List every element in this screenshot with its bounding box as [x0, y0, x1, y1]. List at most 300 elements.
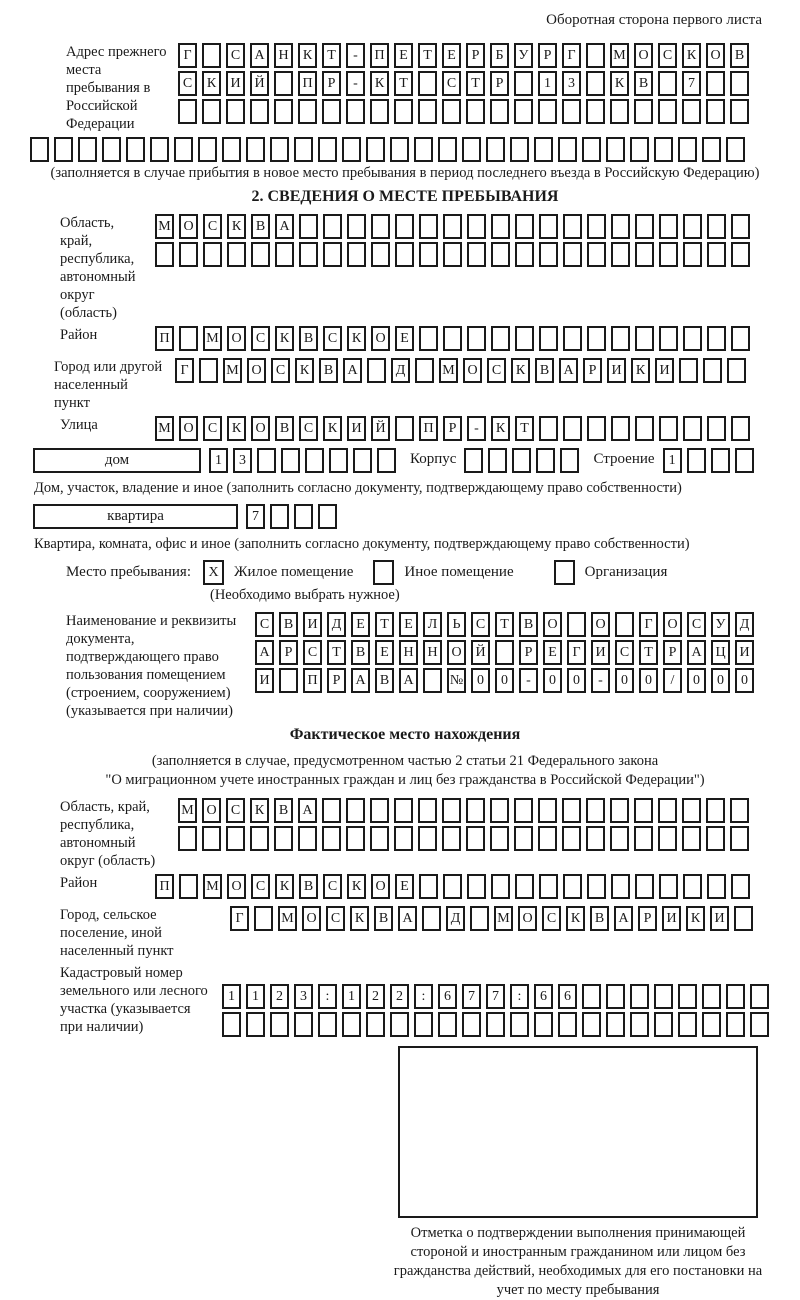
char-cell[interactable]: Д: [735, 612, 754, 637]
char-cell[interactable]: [538, 99, 557, 124]
char-cell[interactable]: [702, 137, 721, 162]
char-cell[interactable]: 6: [438, 984, 457, 1009]
char-cell[interactable]: [394, 798, 413, 823]
char-cell[interactable]: М: [203, 326, 222, 351]
char-cell[interactable]: [683, 242, 702, 267]
char-cell[interactable]: П: [155, 874, 174, 899]
char-cell[interactable]: А: [399, 668, 418, 693]
char-cell[interactable]: 3: [233, 448, 252, 473]
char-cell[interactable]: С: [251, 874, 270, 899]
char-cell[interactable]: [731, 214, 750, 239]
char-cell[interactable]: О: [463, 358, 482, 383]
char-cell[interactable]: [730, 798, 749, 823]
char-cell[interactable]: К: [491, 416, 510, 441]
char-cell[interactable]: [536, 448, 555, 473]
char-cell[interactable]: [586, 798, 605, 823]
char-cell[interactable]: -: [467, 416, 486, 441]
char-cell[interactable]: [305, 448, 324, 473]
char-cell[interactable]: К: [227, 416, 246, 441]
char-cell[interactable]: Е: [442, 43, 461, 68]
char-cell[interactable]: 0: [543, 668, 562, 693]
char-cell[interactable]: В: [634, 71, 653, 96]
char-cell[interactable]: [281, 448, 300, 473]
char-cell[interactable]: [418, 798, 437, 823]
char-cell[interactable]: [250, 99, 269, 124]
char-cell[interactable]: [257, 448, 276, 473]
char-cell[interactable]: 7: [246, 504, 265, 529]
char-cell[interactable]: В: [519, 612, 538, 637]
char-cell[interactable]: [730, 99, 749, 124]
char-cell[interactable]: [711, 448, 730, 473]
char-cell[interactable]: С: [226, 798, 245, 823]
char-cell[interactable]: [654, 1012, 673, 1037]
char-cell[interactable]: [422, 906, 441, 931]
char-cell[interactable]: [731, 874, 750, 899]
char-cell[interactable]: [586, 43, 605, 68]
char-cell[interactable]: В: [279, 612, 298, 637]
char-cell[interactable]: [371, 214, 390, 239]
char-cell[interactable]: 7: [682, 71, 701, 96]
char-cell[interactable]: [731, 416, 750, 441]
char-cell[interactable]: [514, 99, 533, 124]
char-cell[interactable]: [534, 137, 553, 162]
char-cell[interactable]: [567, 612, 586, 637]
char-cell[interactable]: 2: [366, 984, 385, 1009]
char-cell[interactable]: [678, 137, 697, 162]
char-cell[interactable]: [246, 1012, 265, 1037]
char-cell[interactable]: А: [343, 358, 362, 383]
char-cell[interactable]: [126, 137, 145, 162]
char-cell[interactable]: [706, 826, 725, 851]
char-cell[interactable]: [367, 358, 386, 383]
char-cell[interactable]: П: [303, 668, 322, 693]
char-cell[interactable]: :: [318, 984, 337, 1009]
char-cell[interactable]: К: [298, 43, 317, 68]
char-cell[interactable]: [514, 71, 533, 96]
char-cell[interactable]: [539, 214, 558, 239]
char-cell[interactable]: Й: [371, 416, 390, 441]
char-cell[interactable]: [491, 874, 510, 899]
char-cell[interactable]: С: [299, 416, 318, 441]
char-cell[interactable]: [222, 1012, 241, 1037]
char-cell[interactable]: [390, 137, 409, 162]
char-cell[interactable]: [582, 1012, 601, 1037]
char-cell[interactable]: Р: [519, 640, 538, 665]
char-cell[interactable]: [707, 326, 726, 351]
char-cell[interactable]: /: [663, 668, 682, 693]
char-cell[interactable]: [726, 137, 745, 162]
char-cell[interactable]: В: [375, 668, 394, 693]
char-cell[interactable]: И: [662, 906, 681, 931]
char-cell[interactable]: [587, 326, 606, 351]
char-cell[interactable]: [274, 71, 293, 96]
char-cell[interactable]: [586, 99, 605, 124]
char-cell[interactable]: [610, 798, 629, 823]
char-cell[interactable]: [654, 984, 673, 1009]
char-cell[interactable]: [562, 798, 581, 823]
char-cell[interactable]: [270, 504, 289, 529]
char-cell[interactable]: [586, 826, 605, 851]
char-cell[interactable]: Т: [639, 640, 658, 665]
char-cell[interactable]: Ц: [711, 640, 730, 665]
char-cell[interactable]: Е: [395, 326, 414, 351]
char-cell[interactable]: Р: [322, 71, 341, 96]
char-cell[interactable]: [512, 448, 531, 473]
char-cell[interactable]: [254, 906, 273, 931]
char-cell[interactable]: [415, 358, 434, 383]
char-cell[interactable]: П: [155, 326, 174, 351]
char-cell[interactable]: О: [227, 326, 246, 351]
char-cell[interactable]: К: [370, 71, 389, 96]
char-cell[interactable]: Е: [351, 612, 370, 637]
char-cell[interactable]: [298, 99, 317, 124]
char-cell[interactable]: Д: [391, 358, 410, 383]
char-cell[interactable]: [730, 71, 749, 96]
char-cell[interactable]: [611, 416, 630, 441]
char-cell[interactable]: Г: [178, 43, 197, 68]
char-cell[interactable]: [342, 137, 361, 162]
char-cell[interactable]: [635, 416, 654, 441]
char-cell[interactable]: [366, 137, 385, 162]
char-cell[interactable]: Г: [562, 43, 581, 68]
char-cell[interactable]: [347, 214, 366, 239]
char-cell[interactable]: Т: [418, 43, 437, 68]
char-cell[interactable]: 7: [462, 984, 481, 1009]
char-cell[interactable]: [682, 826, 701, 851]
char-cell[interactable]: [679, 358, 698, 383]
char-cell[interactable]: [246, 137, 265, 162]
char-cell[interactable]: :: [414, 984, 433, 1009]
char-cell[interactable]: С: [487, 358, 506, 383]
char-cell[interactable]: [442, 99, 461, 124]
char-cell[interactable]: [395, 214, 414, 239]
char-cell[interactable]: 2: [270, 984, 289, 1009]
char-cell[interactable]: К: [250, 798, 269, 823]
char-cell[interactable]: С: [255, 612, 274, 637]
char-cell[interactable]: [659, 214, 678, 239]
char-cell[interactable]: С: [203, 416, 222, 441]
char-cell[interactable]: А: [275, 214, 294, 239]
char-cell[interactable]: С: [442, 71, 461, 96]
char-cell[interactable]: А: [298, 798, 317, 823]
char-cell[interactable]: 0: [495, 668, 514, 693]
char-cell[interactable]: [274, 826, 293, 851]
char-cell[interactable]: [366, 1012, 385, 1037]
char-cell[interactable]: [418, 99, 437, 124]
char-cell[interactable]: О: [202, 798, 221, 823]
char-cell[interactable]: Е: [375, 640, 394, 665]
char-cell[interactable]: [294, 504, 313, 529]
char-cell[interactable]: [443, 874, 462, 899]
char-cell[interactable]: Р: [663, 640, 682, 665]
char-cell[interactable]: [611, 326, 630, 351]
char-cell[interactable]: [558, 137, 577, 162]
char-cell[interactable]: [178, 826, 197, 851]
char-cell[interactable]: 0: [735, 668, 754, 693]
char-cell[interactable]: М: [439, 358, 458, 383]
char-cell[interactable]: [462, 137, 481, 162]
char-cell[interactable]: [467, 874, 486, 899]
char-cell[interactable]: [658, 71, 677, 96]
char-cell[interactable]: И: [347, 416, 366, 441]
char-cell[interactable]: [395, 242, 414, 267]
char-cell[interactable]: В: [351, 640, 370, 665]
char-cell[interactable]: 0: [639, 668, 658, 693]
char-cell[interactable]: [490, 798, 509, 823]
checkbox-residential[interactable]: X: [203, 560, 224, 585]
char-cell[interactable]: [202, 43, 221, 68]
char-cell[interactable]: [635, 874, 654, 899]
char-cell[interactable]: С: [323, 874, 342, 899]
char-cell[interactable]: [514, 826, 533, 851]
char-cell[interactable]: [419, 874, 438, 899]
char-cell[interactable]: [734, 906, 753, 931]
char-cell[interactable]: Т: [466, 71, 485, 96]
char-cell[interactable]: [510, 1012, 529, 1037]
char-cell[interactable]: [538, 798, 557, 823]
char-cell[interactable]: 1: [246, 984, 265, 1009]
char-cell[interactable]: К: [682, 43, 701, 68]
char-cell[interactable]: И: [607, 358, 626, 383]
char-cell[interactable]: [659, 326, 678, 351]
char-cell[interactable]: [30, 137, 49, 162]
char-cell[interactable]: [299, 242, 318, 267]
char-cell[interactable]: С: [178, 71, 197, 96]
char-cell[interactable]: [659, 874, 678, 899]
char-cell[interactable]: [322, 798, 341, 823]
char-cell[interactable]: [727, 358, 746, 383]
char-cell[interactable]: [735, 448, 754, 473]
char-cell[interactable]: Т: [327, 640, 346, 665]
char-cell[interactable]: У: [711, 612, 730, 637]
char-cell[interactable]: [174, 137, 193, 162]
char-cell[interactable]: [606, 137, 625, 162]
char-cell[interactable]: [587, 214, 606, 239]
char-cell[interactable]: О: [634, 43, 653, 68]
char-cell[interactable]: Д: [446, 906, 465, 931]
char-cell[interactable]: [370, 798, 389, 823]
char-cell[interactable]: В: [590, 906, 609, 931]
char-cell[interactable]: [178, 99, 197, 124]
char-cell[interactable]: [611, 214, 630, 239]
char-cell[interactable]: С: [271, 358, 290, 383]
char-cell[interactable]: 0: [567, 668, 586, 693]
char-cell[interactable]: [563, 874, 582, 899]
char-cell[interactable]: [486, 1012, 505, 1037]
char-cell[interactable]: [582, 137, 601, 162]
char-cell[interactable]: У: [514, 43, 533, 68]
char-cell[interactable]: [706, 71, 725, 96]
char-cell[interactable]: Р: [490, 71, 509, 96]
char-cell[interactable]: [54, 137, 73, 162]
char-cell[interactable]: Е: [399, 612, 418, 637]
char-cell[interactable]: А: [687, 640, 706, 665]
char-cell[interactable]: [730, 826, 749, 851]
char-cell[interactable]: [318, 504, 337, 529]
char-cell[interactable]: [683, 214, 702, 239]
char-cell[interactable]: [203, 242, 222, 267]
char-cell[interactable]: 2: [390, 984, 409, 1009]
char-cell[interactable]: Б: [490, 43, 509, 68]
char-cell[interactable]: [202, 99, 221, 124]
char-cell[interactable]: [346, 99, 365, 124]
char-cell[interactable]: [275, 242, 294, 267]
char-cell[interactable]: О: [706, 43, 725, 68]
char-cell[interactable]: Ь: [447, 612, 466, 637]
char-cell[interactable]: И: [655, 358, 674, 383]
char-cell[interactable]: К: [202, 71, 221, 96]
char-cell[interactable]: В: [730, 43, 749, 68]
char-cell[interactable]: [462, 1012, 481, 1037]
char-cell[interactable]: В: [251, 214, 270, 239]
char-cell[interactable]: О: [543, 612, 562, 637]
char-cell[interactable]: А: [255, 640, 274, 665]
char-cell[interactable]: [491, 242, 510, 267]
char-cell[interactable]: [418, 826, 437, 851]
char-cell[interactable]: Р: [279, 640, 298, 665]
char-cell[interactable]: 6: [534, 984, 553, 1009]
char-cell[interactable]: [539, 242, 558, 267]
char-cell[interactable]: К: [295, 358, 314, 383]
char-cell[interactable]: 1: [209, 448, 228, 473]
char-cell[interactable]: [346, 798, 365, 823]
char-cell[interactable]: Т: [394, 71, 413, 96]
char-cell[interactable]: [467, 326, 486, 351]
char-cell[interactable]: С: [687, 612, 706, 637]
char-cell[interactable]: П: [370, 43, 389, 68]
char-cell[interactable]: [371, 242, 390, 267]
checkbox-organization[interactable]: [554, 560, 575, 585]
char-cell[interactable]: В: [299, 874, 318, 899]
char-cell[interactable]: Е: [543, 640, 562, 665]
char-cell[interactable]: С: [542, 906, 561, 931]
char-cell[interactable]: [329, 448, 348, 473]
char-cell[interactable]: М: [610, 43, 629, 68]
char-cell[interactable]: [222, 137, 241, 162]
char-cell[interactable]: С: [303, 640, 322, 665]
char-cell[interactable]: [510, 137, 529, 162]
char-cell[interactable]: [563, 242, 582, 267]
char-cell[interactable]: [587, 416, 606, 441]
char-cell[interactable]: [707, 242, 726, 267]
char-cell[interactable]: 1: [222, 984, 241, 1009]
char-cell[interactable]: [270, 137, 289, 162]
char-cell[interactable]: С: [615, 640, 634, 665]
char-cell[interactable]: [750, 1012, 769, 1037]
char-cell[interactable]: [606, 1012, 625, 1037]
char-cell[interactable]: М: [278, 906, 297, 931]
char-cell[interactable]: [370, 826, 389, 851]
char-cell[interactable]: [202, 826, 221, 851]
char-cell[interactable]: С: [203, 214, 222, 239]
char-cell[interactable]: К: [275, 326, 294, 351]
char-cell[interactable]: [443, 214, 462, 239]
char-cell[interactable]: С: [251, 326, 270, 351]
char-cell[interactable]: И: [303, 612, 322, 637]
char-cell[interactable]: [470, 906, 489, 931]
char-cell[interactable]: [611, 874, 630, 899]
char-cell[interactable]: [179, 242, 198, 267]
char-cell[interactable]: [731, 326, 750, 351]
char-cell[interactable]: Н: [399, 640, 418, 665]
char-cell[interactable]: М: [494, 906, 513, 931]
char-cell[interactable]: Г: [175, 358, 194, 383]
char-cell[interactable]: 3: [562, 71, 581, 96]
char-cell[interactable]: [610, 99, 629, 124]
char-cell[interactable]: 1: [663, 448, 682, 473]
char-cell[interactable]: [534, 1012, 553, 1037]
char-cell[interactable]: [323, 214, 342, 239]
char-cell[interactable]: Р: [466, 43, 485, 68]
char-cell[interactable]: [488, 448, 507, 473]
char-cell[interactable]: [635, 214, 654, 239]
char-cell[interactable]: 1: [538, 71, 557, 96]
char-cell[interactable]: 0: [615, 668, 634, 693]
char-cell[interactable]: [707, 416, 726, 441]
char-cell[interactable]: [464, 448, 483, 473]
char-cell[interactable]: Е: [395, 874, 414, 899]
char-cell[interactable]: [227, 242, 246, 267]
char-cell[interactable]: :: [510, 984, 529, 1009]
char-cell[interactable]: К: [610, 71, 629, 96]
apartment-type-field[interactable]: квартира: [33, 504, 238, 529]
char-cell[interactable]: М: [155, 214, 174, 239]
char-cell[interactable]: [423, 668, 442, 693]
char-cell[interactable]: [587, 242, 606, 267]
char-cell[interactable]: [539, 326, 558, 351]
char-cell[interactable]: [750, 984, 769, 1009]
char-cell[interactable]: [683, 874, 702, 899]
char-cell[interactable]: [634, 99, 653, 124]
char-cell[interactable]: [78, 137, 97, 162]
char-cell[interactable]: [377, 448, 396, 473]
char-cell[interactable]: К: [631, 358, 650, 383]
char-cell[interactable]: -: [346, 71, 365, 96]
char-cell[interactable]: [322, 99, 341, 124]
char-cell[interactable]: О: [591, 612, 610, 637]
char-cell[interactable]: [702, 1012, 721, 1037]
char-cell[interactable]: 0: [471, 668, 490, 693]
char-cell[interactable]: [226, 826, 245, 851]
char-cell[interactable]: [630, 1012, 649, 1037]
char-cell[interactable]: [658, 798, 677, 823]
char-cell[interactable]: О: [371, 874, 390, 899]
char-cell[interactable]: Т: [322, 43, 341, 68]
char-cell[interactable]: [514, 798, 533, 823]
char-cell[interactable]: [587, 874, 606, 899]
char-cell[interactable]: [155, 242, 174, 267]
char-cell[interactable]: А: [398, 906, 417, 931]
char-cell[interactable]: Г: [230, 906, 249, 931]
char-cell[interactable]: Е: [394, 43, 413, 68]
char-cell[interactable]: К: [275, 874, 294, 899]
char-cell[interactable]: О: [247, 358, 266, 383]
char-cell[interactable]: К: [227, 214, 246, 239]
char-cell[interactable]: [515, 874, 534, 899]
char-cell[interactable]: М: [178, 798, 197, 823]
char-cell[interactable]: А: [351, 668, 370, 693]
char-cell[interactable]: [274, 99, 293, 124]
char-cell[interactable]: [322, 826, 341, 851]
char-cell[interactable]: [102, 137, 121, 162]
char-cell[interactable]: [515, 326, 534, 351]
char-cell[interactable]: А: [559, 358, 578, 383]
char-cell[interactable]: К: [347, 326, 366, 351]
char-cell[interactable]: [658, 826, 677, 851]
char-cell[interactable]: [418, 71, 437, 96]
char-cell[interactable]: -: [346, 43, 365, 68]
char-cell[interactable]: [563, 214, 582, 239]
